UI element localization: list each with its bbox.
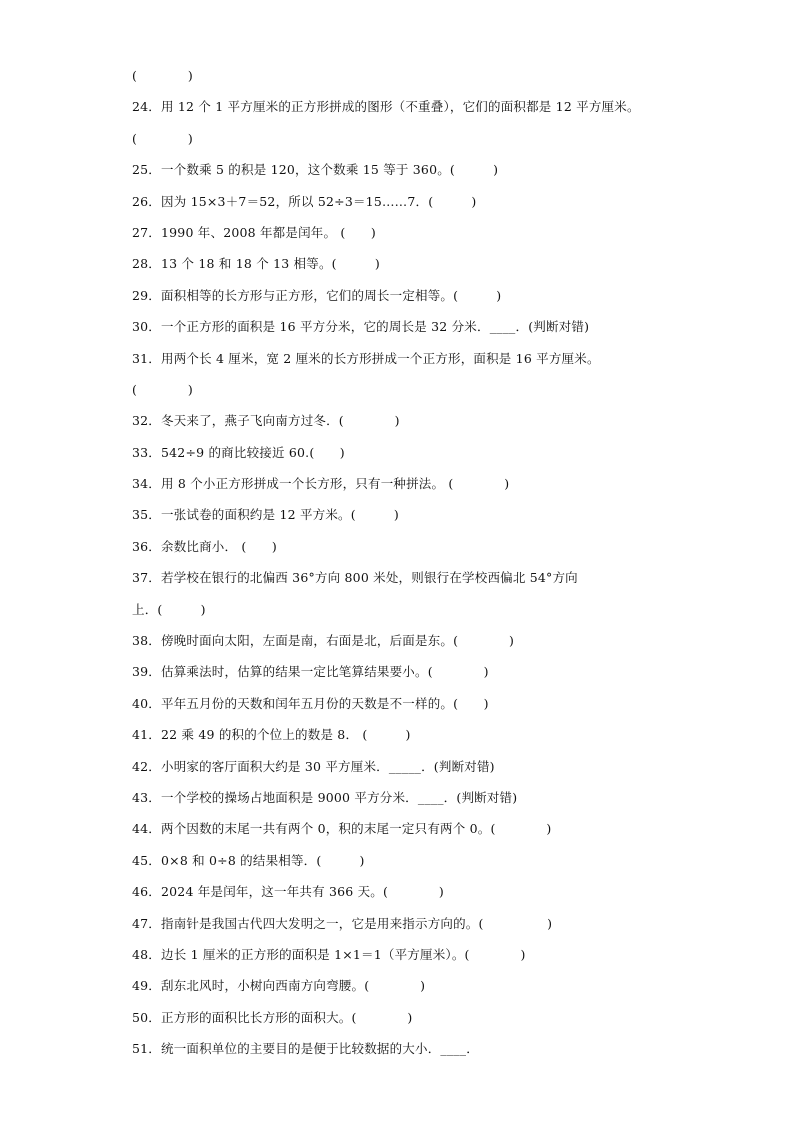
answer-blank-31: ( ) (132, 381, 193, 397)
question-28: 28．13 个 18 和 18 个 13 相等。( ) (132, 256, 380, 272)
question-46: 46．2024 年是闰年，这一年共有 366 天。( ) (132, 884, 444, 900)
question-25: 25．一个数乘 5 的积是 120，这个数乘 15 等于 360。( ) (132, 162, 499, 178)
question-24: 24．用 12 个 1 平方厘米的正方形拼成的图形（不重叠），它们的面积都是 12 平方厘米。 (132, 99, 640, 115)
question-41: 41．22 乘 49 的积的个位上的数是 8． ( ) (132, 727, 411, 743)
question-list (132, 64, 752, 1069)
question-38: 38．傍晚时面向太阳，左面是南，右面是北，后面是东。( ) (132, 633, 515, 649)
question-35: 35．一张试卷的面积约是 12 平方米。( ) (132, 507, 400, 523)
question-48: 48．边长 1 厘米的正方形的面积是 1×1＝1（平方厘米）。( ) (132, 946, 526, 962)
question-30: 30．一个正方形的面积是 16 平方分米，它的周长是 32 分米．____．(判断对错) (132, 319, 590, 335)
question-26: 26．因为 15×3＋7＝52，所以 52÷3＝15……7．( ) (132, 193, 477, 209)
question-29: 29．面积相等的长方形与正方形，它们的周长一定相等。( ) (132, 287, 502, 303)
question-37: 37．若学校在银行的北偏西 36°方向 800 米处，则银行在学校西偏北 54°方向 (132, 570, 578, 586)
answer-blank-24: ( ) (132, 130, 193, 146)
question-36: 36．余数比商小． ( ) (132, 538, 277, 554)
question-40: 40．平年五月份的天数和闰年五月份的天数是不一样的。( ) (132, 695, 489, 711)
question-33: 33．542÷9 的商比较接近 60.( ) (132, 444, 345, 460)
question-44: 44．两个因数的末尾一共有两个 0，积的末尾一定只有两个 0。( ) (132, 821, 552, 837)
question-43: 43．一个学校的操场占地面积是 9000 平方分米．____．(判断对错) (132, 789, 518, 805)
question-32: 32．冬天来了，燕子飞向南方过冬．( ) (132, 413, 400, 429)
answer-blank-23: ( ) (132, 68, 193, 83)
question-50: 50．正方形的面积比长方形的面积大。( ) (132, 1009, 413, 1025)
question-45: 45．0×8 和 0÷8 的结果相等．( ) (132, 852, 365, 868)
question-42: 42．小明家的客厅面积大约是 30 平方厘米．_____．(判断对错) (132, 758, 495, 774)
question-39: 39．估算乘法时，估算的结果一定比笔算结果要小。( ) (132, 664, 489, 680)
question-34: 34．用 8 个小正方形拼成一个长方形，只有一种拼法。 ( ) (132, 476, 510, 492)
question-27: 27．1990 年、2008 年都是闰年。 ( ) (132, 224, 376, 240)
question-51: 51．统一面积单位的主要目的是便于比较数据的大小．____． (132, 1041, 479, 1057)
question-31: 31．用两个长 4 厘米，宽 2 厘米的长方形拼成一个正方形，面积是 16 平方厘米。 (132, 350, 600, 366)
question-49: 49．刮东北风时，小树向西南方向弯腰。( ) (132, 978, 426, 994)
question-37-continued: 上．( ) (132, 601, 206, 617)
question-47: 47．指南针是我国古代四大发明之一，它是用来指示方向的。( ) (132, 915, 553, 931)
